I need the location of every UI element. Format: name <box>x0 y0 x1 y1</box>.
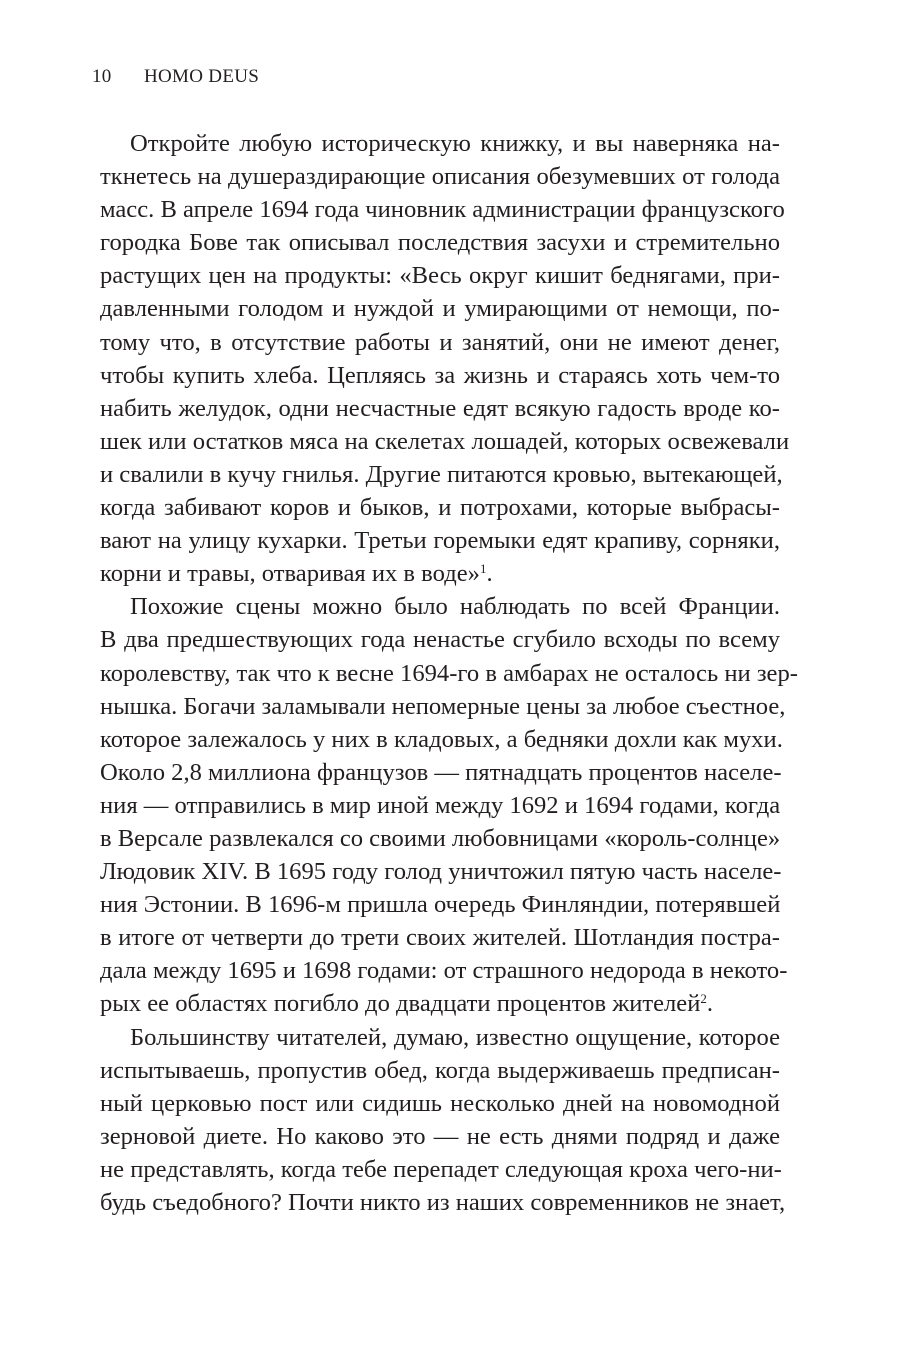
text-line: чтобы купить хлеба. Цепляясь за жизнь и стараясь хоть чем-то <box>100 361 780 389</box>
text-line: ный церковью пост или сидишь несколько дней на новомодной <box>100 1089 780 1117</box>
text-line: набить желудок, одни несчастные едят всякую гадость вроде ко- <box>100 394 780 422</box>
text-line-last <box>100 557 780 590</box>
text-line: Похожие сцены можно было наблюдать по всей Франции. <box>130 593 780 621</box>
text-line: шек или остатков мяса на скелетах лошадей, которых освежевали <box>100 427 790 455</box>
text-line-content: корни и травы, отваривая их в воде» <box>100 560 480 588</box>
footnote-trail: . <box>486 560 493 588</box>
text-line: которое залежалось у них в кладовых, а бедняки дохли как мухи. <box>100 725 783 753</box>
text-line: не представлять, когда тебе перепадет следующая кроха чего-ни- <box>100 1155 782 1183</box>
text-line: когда забивают коров и быков, и потрохами, которые выбрасы- <box>100 494 780 522</box>
page-number: 10 <box>92 66 112 87</box>
text-line: давленными голодом и нуждой и умирающими от немощи, по- <box>100 295 780 323</box>
footnote-marker: 2 <box>700 991 707 1007</box>
text-line: нышка. Богачи заламывали непомерные цены за любое съестное, <box>100 692 786 720</box>
book-title: HOMO DEUS <box>144 66 260 87</box>
text-line: королевству, так что к весне 1694-го в амбарах не осталось ни зер- <box>100 659 798 687</box>
text-line: ткнетесь на душераздирающие описания обезумевших от голода <box>100 163 780 191</box>
text-line: растущих цен на продукты: «Весь округ кишит беднягами, при- <box>100 262 780 290</box>
paragraph-1 <box>100 127 790 590</box>
text-line: Большинству читателей, думаю, известно ощущение, которое <box>130 1023 780 1051</box>
text-line-content: рых ее областях погибло до двадцати процентов жителей <box>100 990 701 1018</box>
text-line: и свалили в кучу гнилья. Другие питаются кровью, вытекающей, <box>100 460 783 488</box>
text-line: В два предшествующих года ненастье сгубило всходы по всему <box>100 626 780 654</box>
text-line-last <box>100 987 780 1020</box>
body-text <box>100 127 798 1219</box>
paragraph-3 <box>100 1021 786 1220</box>
text-line: в Версале развлекался со своими любовницами «король-солнце» <box>100 824 781 852</box>
footnote-marker: 1 <box>479 561 487 577</box>
paragraph-2 <box>100 590 798 1020</box>
text-line: вают на улицу кухарки. Третьи горемыки едят крапиву, сорняки, <box>100 527 780 555</box>
text-line: дала между 1695 и 1698 годами: от страшного недорода в некото- <box>100 957 788 985</box>
text-line: будь съедобного? Почти никто из наших современников не знает, <box>100 1189 786 1216</box>
text-line: ния — отправились в мир иной между 1692 и 1694 годами, когда <box>100 791 781 819</box>
text-line: Людовик XIV. В 1695 году голод уничтожил пятую часть населе- <box>100 858 782 886</box>
text-line: Около 2,8 миллиона французов — пятнадцать процентов населе- <box>100 758 782 786</box>
running-head <box>92 66 259 88</box>
footnote-trail: . <box>706 990 714 1018</box>
text-line: тому что, в отсутствие работы и занятий, они не имеют денег, <box>100 328 780 356</box>
text-line: Откройте любую историческую книжку, и вы наверняка на- <box>130 130 780 157</box>
text-line: городка Бове так описывал последствия засухи и стремительно <box>100 229 780 257</box>
text-line: испытываешь, пропустив обед, когда выдерживаешь предписан- <box>100 1056 780 1084</box>
text-line: зерновой диете. Но каково это — не есть днями подряд и даже <box>100 1122 780 1150</box>
text-line: в итоге от четверти до трети своих жителей. Шотландия постра- <box>100 924 780 952</box>
text-line: масс. В апреле 1694 года чиновник администрации французского <box>100 196 785 224</box>
text-line: ния Эстонии. В 1696-м пришла очередь Финляндии, потерявшей <box>100 891 781 919</box>
